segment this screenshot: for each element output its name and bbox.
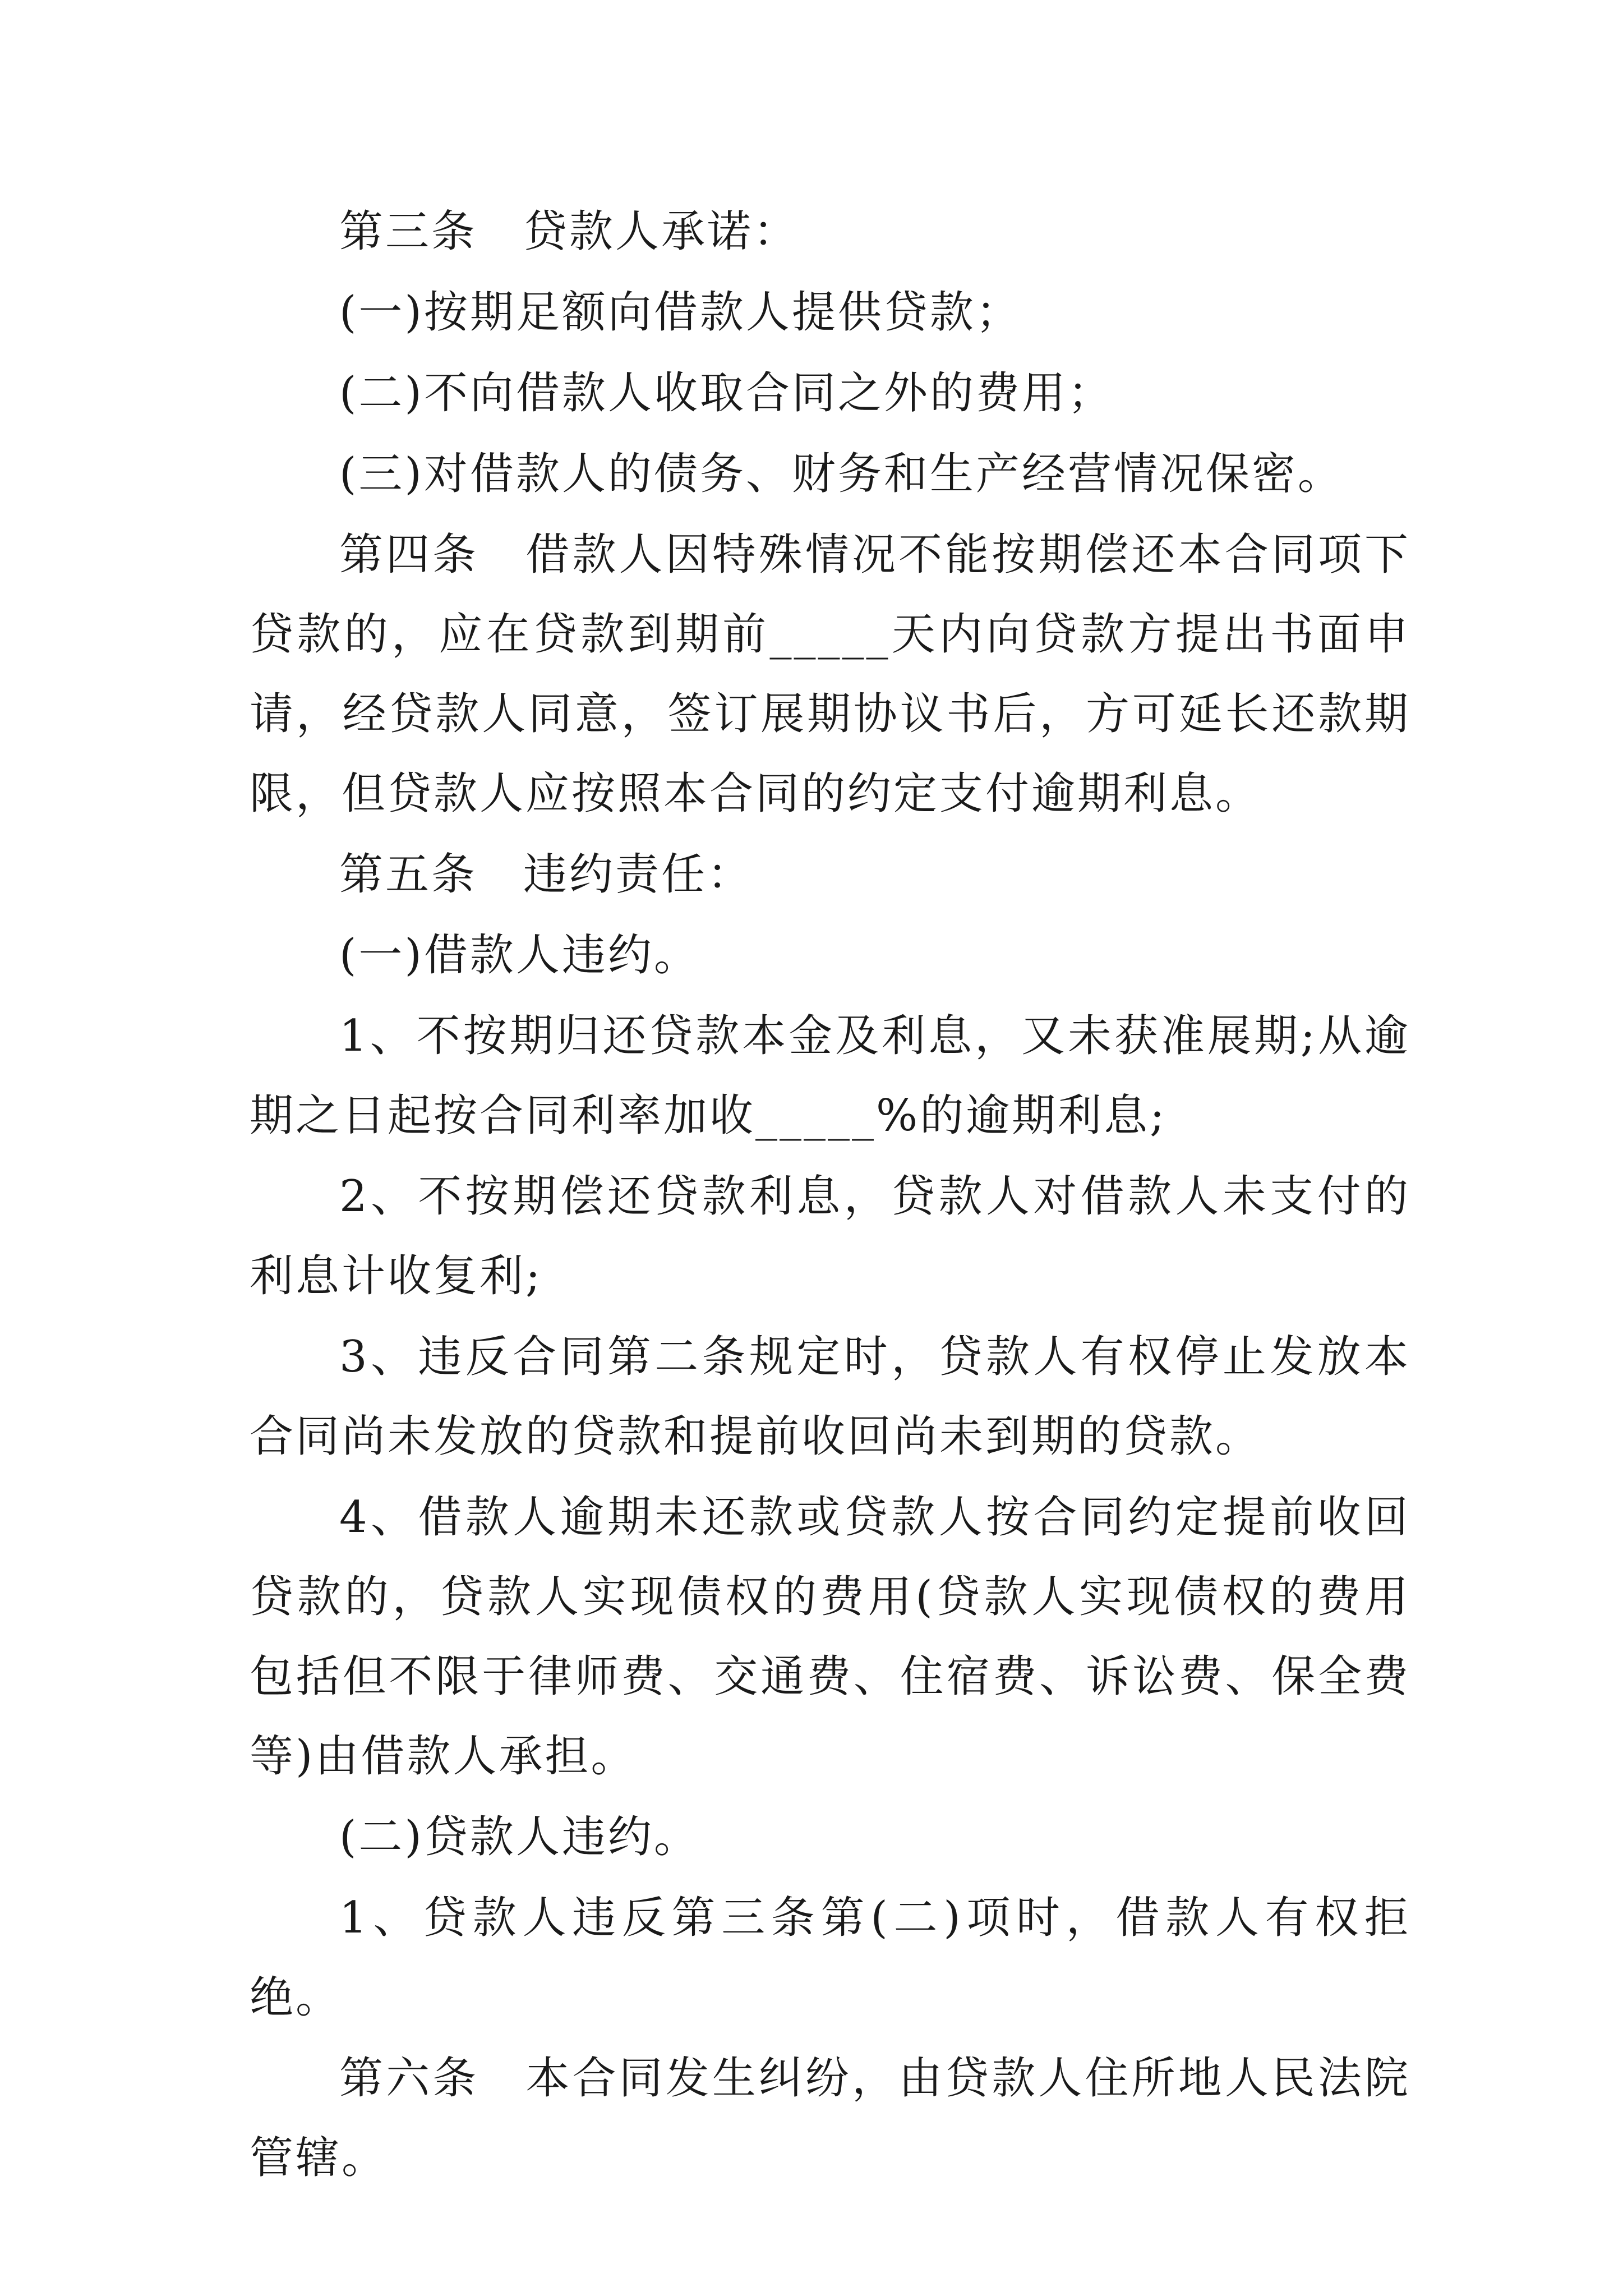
clause-5-borrower-breach: (一)借款人违约。 — [339, 930, 700, 981]
clause-4: 第四条 借款人因特殊情况不能按期偿还本合同项下贷款的，应在贷款到期前_____天内向贷款方提出书面申请，经贷款人同意，签订展期协议书后，方可延长还款期限，但贷款人应按照本合同的约定支付逾期利息。 — [250, 530, 1410, 819]
clause-3-item-1: (一)按期足额向借款人提供贷款； — [339, 287, 1022, 338]
clause-5-borrower-item-2: 2、不按期偿还贷款利息，贷款人对借款人未支付的利息计收复利; — [250, 1171, 1410, 1301]
clause-3-heading: 第三条 贷款人承诺： — [339, 206, 800, 257]
clause-5-lender-item-1: 1、贷款人违反第三条第(二)项时，借款人有权拒绝。 — [250, 1893, 1410, 2023]
clause-5-borrower-item-4: 4、借款人逾期未还款或贷款人按合同约定提前收回贷款的，贷款人实现债权的费用(贷款人实现债权的费用包括但不限于律师费、交通费、住宿费、诉讼费、保全费等)由借款人承担。 — [250, 1492, 1410, 1782]
clause-5-borrower-item-1: 1、不按期归还贷款本金及利息，又未获准展期;从逾期之日起按合同利率加收_____%的逾期利息; — [250, 1011, 1410, 1141]
clause-3-item-3: (三)对借款人的债务、财务和生产经营情况保密。 — [339, 449, 1344, 499]
clause-5-borrower-item-3: 3、违反合同第二条规定时，贷款人有权停止发放本合同尚未发放的贷款和提前收回尚未到期的贷款。 — [250, 1332, 1410, 1462]
clause-5-lender-breach: (二)贷款人违约。 — [339, 1812, 700, 1862]
clause-3-item-2: (二)不向借款人收取合同之外的费用； — [339, 368, 1114, 418]
document-body — [250, 192, 1410, 2198]
clause-6: 第六条 本合同发生纠纷，由贷款人住所地人民法院管辖。 — [250, 2053, 1410, 2183]
clause-5-heading: 第五条 违约责任： — [339, 849, 754, 900]
